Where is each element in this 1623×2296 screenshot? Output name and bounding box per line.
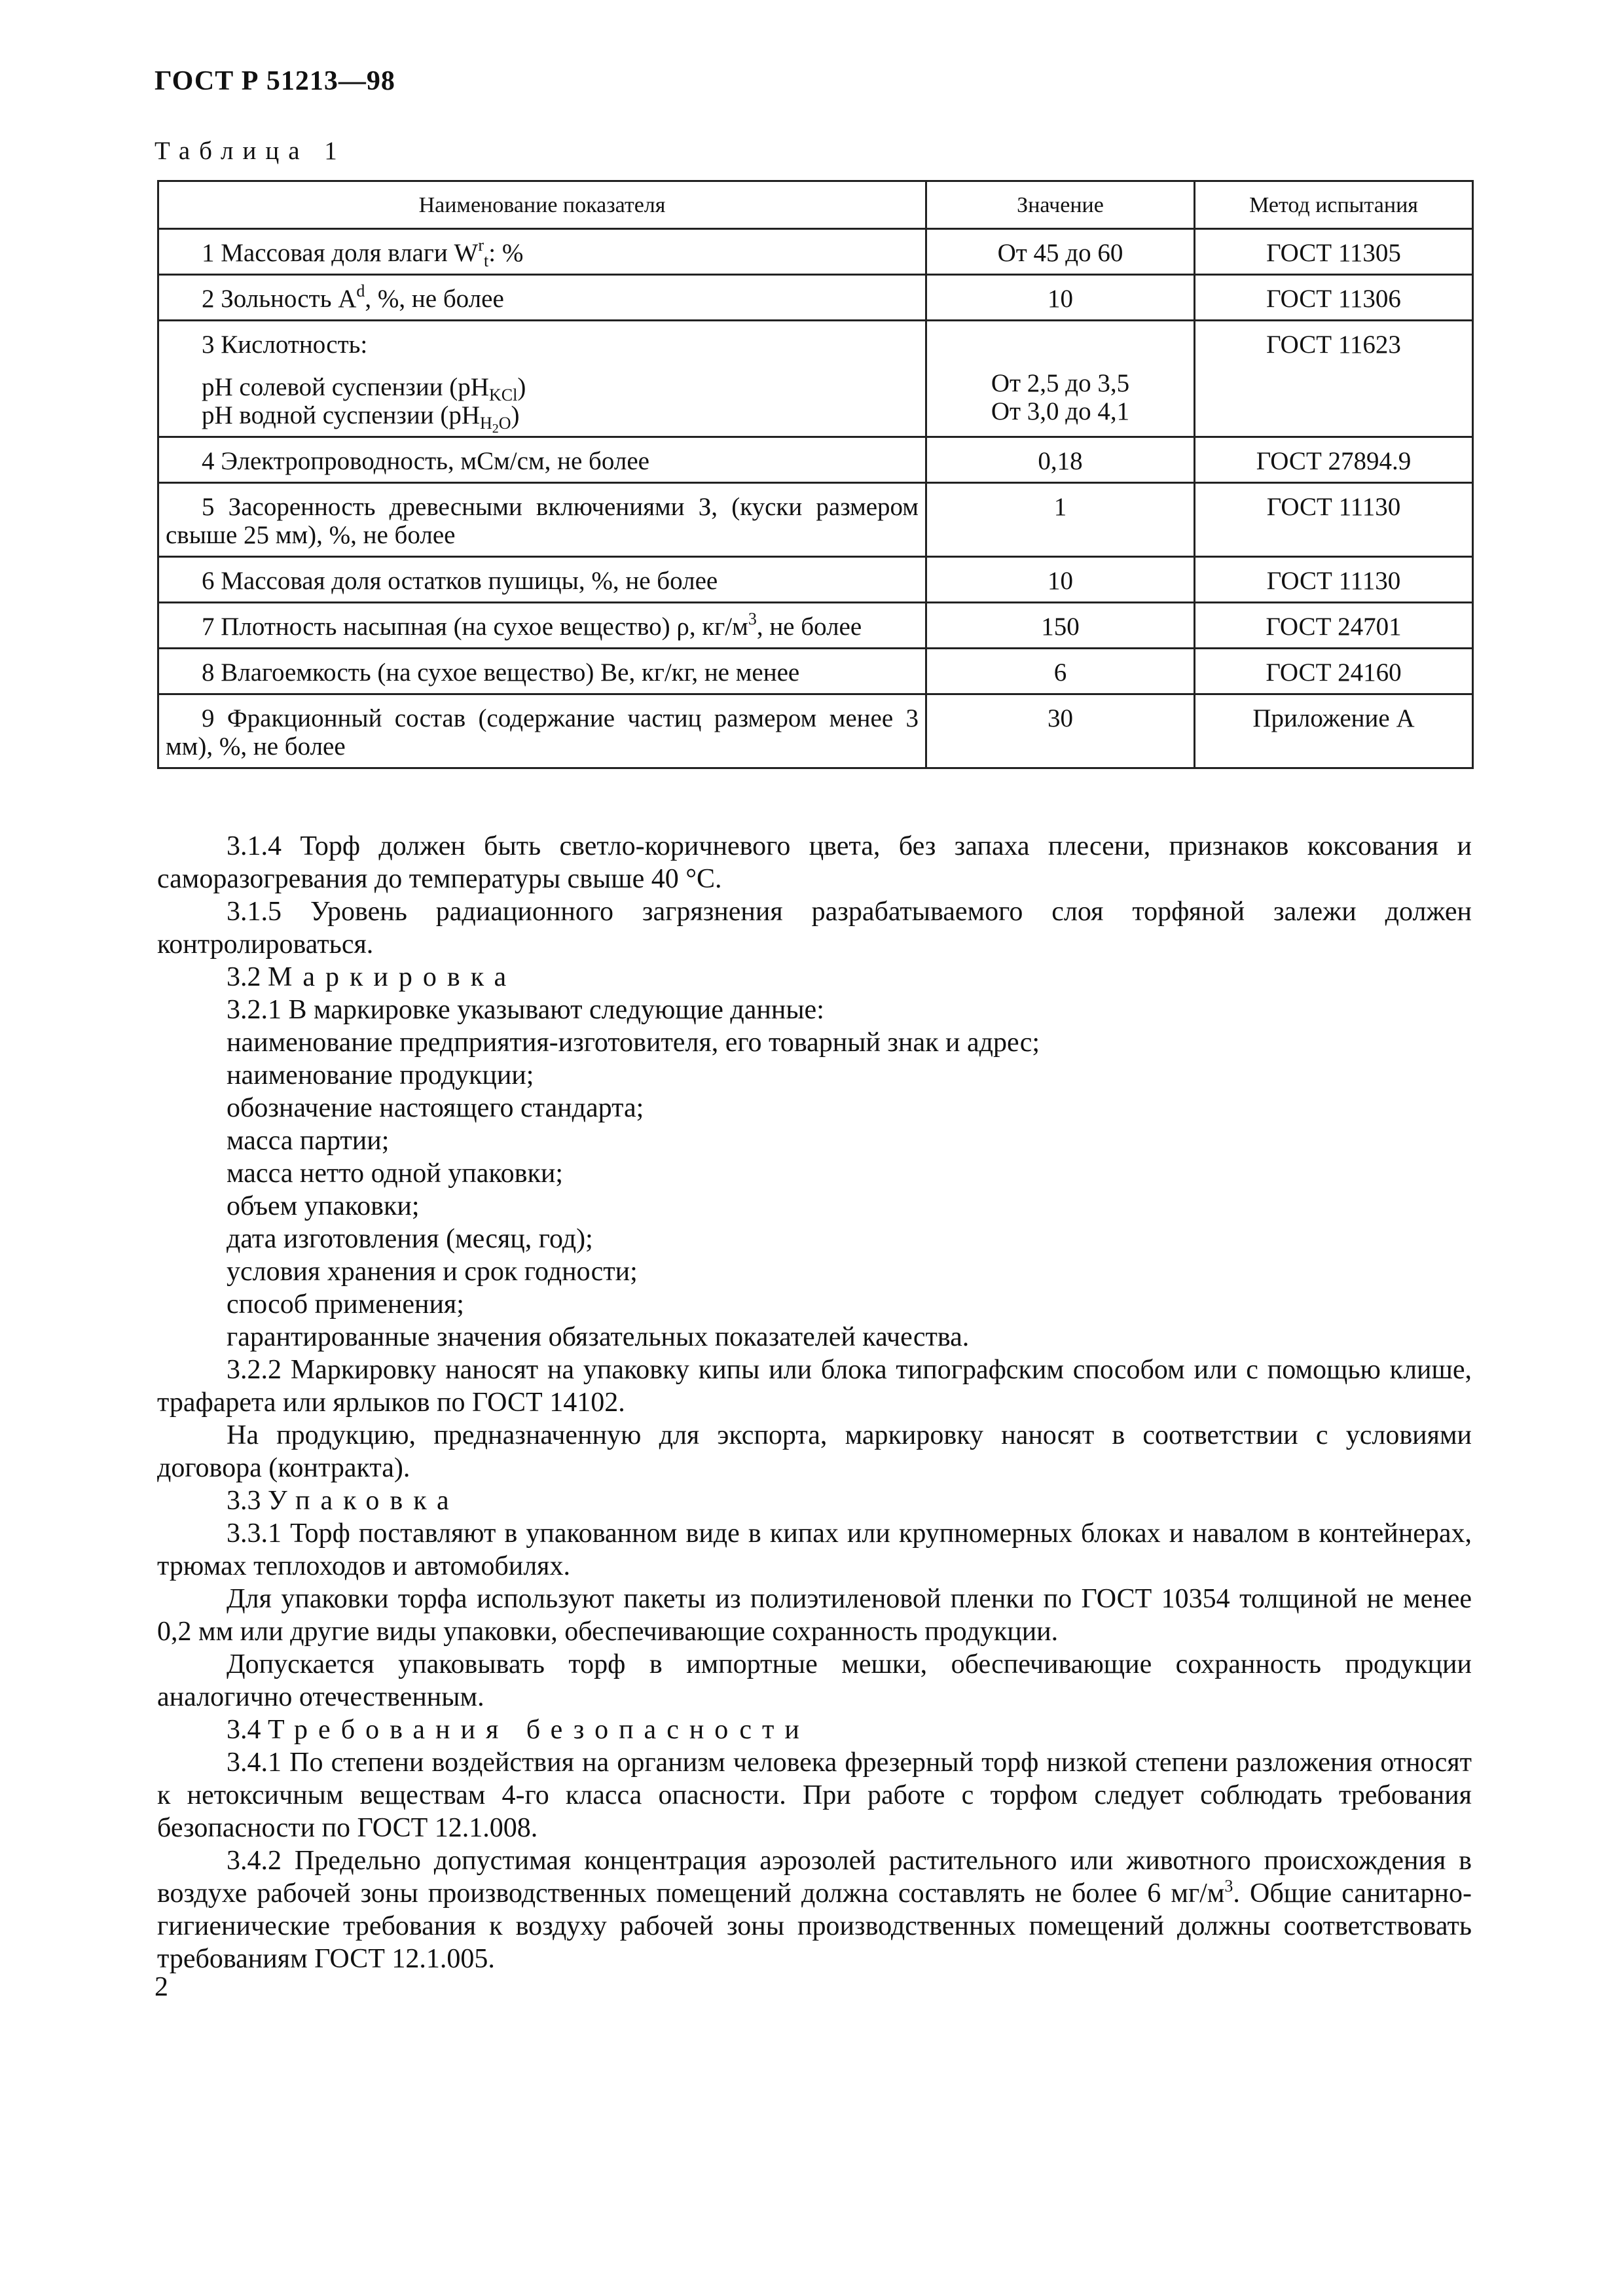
acidity-water-sub-2: 2 (492, 422, 499, 436)
acidity-salt-text: pH солевой суспензии (pH (202, 373, 489, 401)
acidity-salt-line (166, 373, 919, 404)
acidity-water-sub-o: O (498, 414, 511, 433)
table-header-row (158, 181, 1473, 229)
row-method: Приложение А (1195, 694, 1473, 768)
row-name (158, 694, 926, 768)
row-name (158, 483, 926, 557)
paragraph-3-2-1: 3.2.1 В маркировке указывают следующие данные: (227, 995, 824, 1025)
section-title: Требования безопасности (268, 1715, 810, 1745)
paragraph-export: На продукцию, предназначенную для экспорта, маркировку наносят в соответствии с условиями договора (контракта). (157, 1420, 1472, 1483)
row-method: ГОСТ 11130 (1195, 483, 1473, 557)
acidity-water-line (166, 401, 919, 436)
paragraph-3-4-2 (157, 1844, 1472, 1975)
list-item: обозначение настоящего стандарта; (227, 1093, 644, 1123)
row-name (158, 229, 926, 275)
row-value: 10 (926, 275, 1195, 321)
row-name-text: 4 Электропроводность, мСм/см, не более (202, 447, 649, 475)
list-item: наименование продукции; (227, 1060, 534, 1090)
table-row (158, 275, 1473, 321)
row-method: ГОСТ 11130 (1195, 557, 1473, 603)
row-name-text: 3 Кислотность: (202, 331, 368, 359)
row-name-text: 7 Плотность насыпная (на сухое вещество) ρ, кг/м (202, 613, 748, 641)
row-name-tail: : % (488, 239, 524, 267)
parameters-table (157, 180, 1474, 769)
row-name-text: 6 Массовая доля остатков пушицы, %, не более (202, 567, 718, 595)
document-code: ГОСТ Р 51213—98 (155, 66, 395, 96)
row-name-sup: 3 (748, 609, 757, 628)
table-row (158, 694, 1473, 768)
acidity-salt-value: От 2,5 до 3,5 (991, 369, 1130, 397)
table-caption: Таблица 1 (155, 137, 346, 165)
page-number: 2 (155, 1972, 168, 2002)
paragraph-import: Допускается упаковывать торф в импортные мешки, обеспечивающие сохранность продукции аналогично отечественным. (157, 1649, 1472, 1712)
acidity-salt-tail: ) (517, 373, 526, 401)
paragraph-3-4-1: 3.4.1 По степени воздействия на организм человека фрезерный торф низкой степени разложения относят к нетоксичным веществам 4-го класса опасности. При работе с торфом следует соблюдать требования безопасности по ГОСТ 12.1.008. (157, 1748, 1472, 1843)
paragraph-3-4-2-text: 3.4.2 Предельно допустимая концентрация аэрозолей растительного или животного происхождения в воздухе рабочей зоны производственных помещений должна составлять не более 6 мг/м (157, 1846, 1472, 1909)
paragraph-3-2-2: 3.2.2 Маркировку наносят на упаковку кипы или блока типографским способом или с помощью клише, трафарета или ярлыков по ГОСТ 14102. (157, 1355, 1472, 1418)
row-method: ГОСТ 24701 (1195, 603, 1473, 649)
table-row (158, 603, 1473, 649)
paragraph-3-1-5: 3.1.5 Уровень радиационного загрязнения разрабатываемого слоя торфяной залежи должен контролироваться. (157, 897, 1472, 960)
paragraph-3-4-2-tail: . Общие санитарно-гигиенические требования к воздуху рабочей зоны производственных помещений должны соответствовать требованиям ГОСТ 12.1.005. (157, 1878, 1472, 1974)
row-name (158, 557, 926, 603)
row-value (926, 321, 1195, 437)
row-name-tail: , %, не более (365, 285, 504, 313)
section-heading-3-2 (157, 961, 1472, 994)
section-heading-3-3 (157, 1484, 1472, 1517)
row-method: ГОСТ 27894.9 (1195, 437, 1473, 483)
section-number: 3.3 (227, 1486, 261, 1516)
column-header-method: Метод испытания (1195, 181, 1473, 229)
section-title: Упаковка (268, 1486, 460, 1516)
list-item: масса партии; (227, 1126, 390, 1156)
section-number: 3.2 (227, 962, 261, 992)
row-name-text: 2 Зольность A (202, 285, 357, 313)
section-number: 3.4 (227, 1715, 261, 1745)
column-header-value: Значение (926, 181, 1195, 229)
row-method: ГОСТ 11623 (1195, 321, 1473, 437)
column-header-name: Наименование показателя (158, 181, 926, 229)
acidity-water-value: От 3,0 до 4,1 (991, 397, 1130, 425)
list-item: масса нетто одной упаковки; (227, 1158, 564, 1189)
row-name-text: 1 Массовая доля влаги W (202, 239, 479, 267)
section-heading-3-4 (157, 1713, 1472, 1746)
list-item: условия хранения и срок годности; (227, 1257, 638, 1287)
acidity-water-text: pH водной суспензии (pH (202, 401, 480, 429)
row-value: 0,18 (926, 437, 1195, 483)
row-method: ГОСТ 24160 (1195, 649, 1473, 694)
row-value: 1 (926, 483, 1195, 557)
row-name-tail: , не более (756, 613, 862, 641)
acidity-salt-sub: KCl (488, 386, 518, 404)
table-row (158, 437, 1473, 483)
table-row (158, 229, 1473, 275)
row-value: От 45 до 60 (926, 229, 1195, 275)
row-name-text: 9 Фракционный состав (содержание частиц размером менее 3 мм), %, не более (166, 704, 919, 761)
list-item: наименование предприятия-изготовителя, его товарный знак и адрес; (227, 1028, 1040, 1058)
cubic-superscript: 3 (1224, 1876, 1233, 1895)
row-name (158, 649, 926, 694)
row-method: ГОСТ 11306 (1195, 275, 1473, 321)
paragraph-3-1-4: 3.1.4 Торф должен быть светло-коричневого цвета, без запаха плесени, признаков коксования и саморазогревания до температуры свыше 40 °С. (157, 831, 1472, 894)
paragraph-packets: Для упаковки торфа используют пакеты из полиэтиленовой пленки по ГОСТ 10354 толщиной не менее 0,2 мм или другие виды упаковки, обеспечивающие сохранность продукции. (157, 1584, 1472, 1647)
section-title: Маркировка (268, 962, 517, 992)
row-name (158, 275, 926, 321)
list-item: объем упаковки; (227, 1191, 420, 1221)
marking-list (157, 1026, 1472, 1354)
row-value: 10 (926, 557, 1195, 603)
row-name-sup: r (478, 236, 484, 255)
row-name-sub: t (484, 251, 489, 270)
list-item: гарантированные значения обязательных показателей качества. (227, 1322, 970, 1352)
row-name (158, 321, 926, 437)
body-text (157, 830, 1472, 1975)
row-name-text: 5 Засоренность древесными включениями З, (куски размером свыше 25 мм), %, не более (166, 493, 919, 549)
table-row (158, 649, 1473, 694)
row-value: 6 (926, 649, 1195, 694)
acidity-water-sub-h: H (479, 414, 492, 433)
row-name (158, 437, 926, 483)
acidity-water-tail: ) (511, 401, 520, 429)
acidity-water-sub (479, 414, 511, 436)
paragraph-3-3-1: 3.3.1 Торф поставляют в упакованном виде в кипах или крупномерных блоках и навалом в контейнерах, трюмах теплоходов и автомобилях. (157, 1518, 1472, 1581)
row-name (158, 603, 926, 649)
table-row (158, 321, 1473, 437)
row-name-sup: d (356, 281, 365, 300)
row-method: ГОСТ 11305 (1195, 229, 1473, 275)
table-row (158, 483, 1473, 557)
table-row (158, 557, 1473, 603)
list-item: способ применения; (227, 1289, 464, 1319)
row-value: 150 (926, 603, 1195, 649)
row-name-text: 8 Влагоемкость (на сухое вещество) Be, кг/кг, не менее (202, 658, 800, 687)
list-item: дата изготовления (месяц, год); (227, 1224, 593, 1254)
row-value: 30 (926, 694, 1195, 768)
